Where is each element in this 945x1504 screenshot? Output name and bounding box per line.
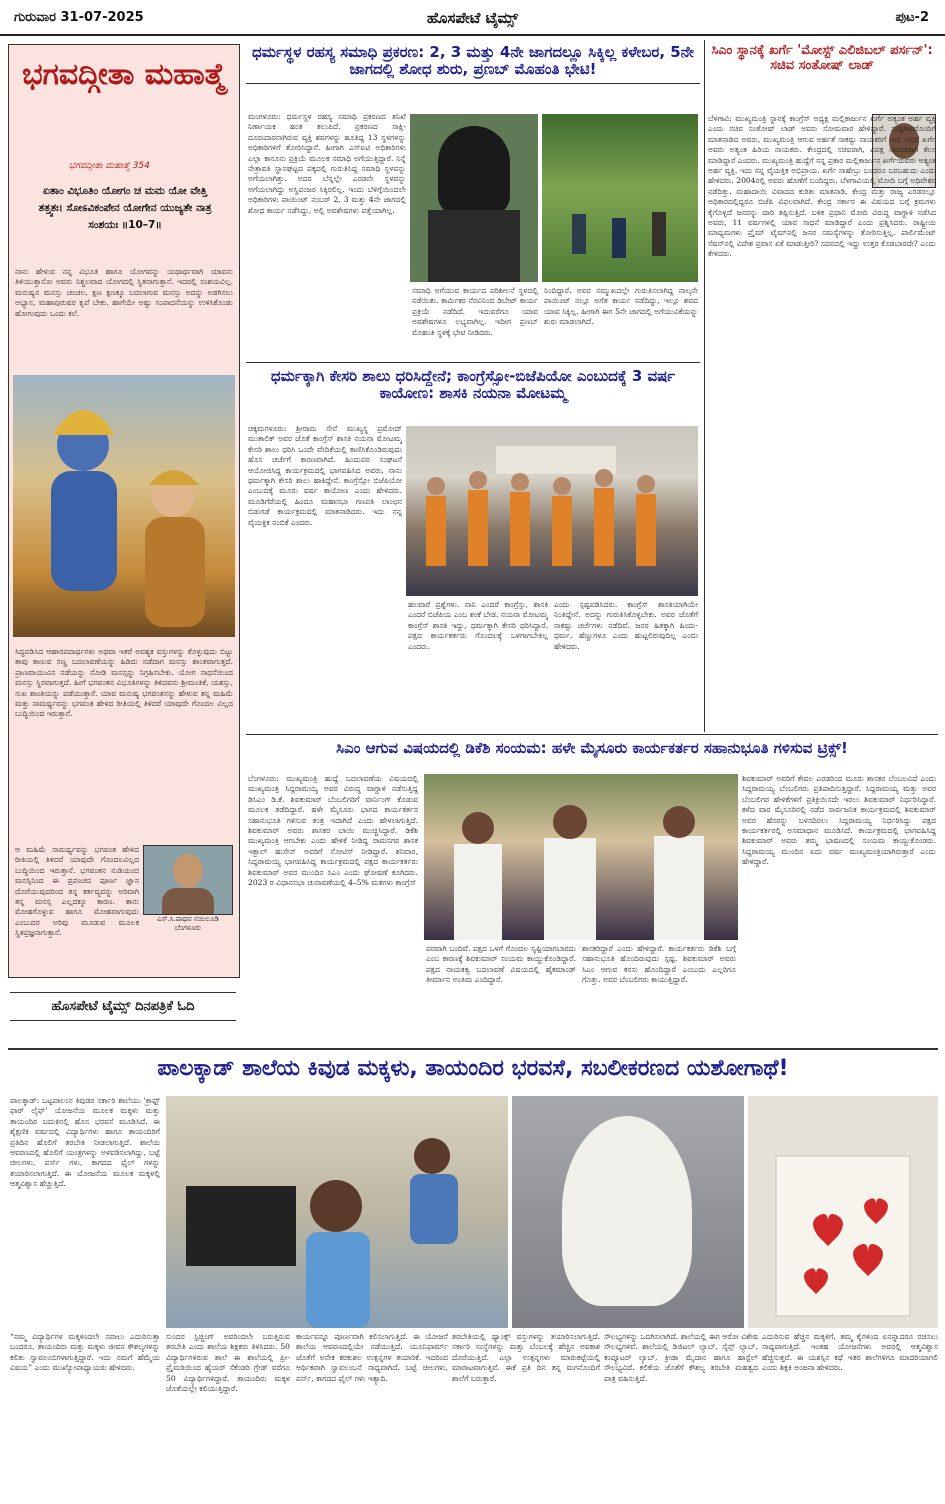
- column-rule: [704, 40, 705, 732]
- hearts-svg: [748, 1096, 938, 1328]
- gita-body-2: ಸಿದ್ಧಪಡಿಸಿದ ಆಹಾರಪದಾರ್ಥಗಳು ಅಥವಾ ಇತರೆ ಅವಶ್ಯಕ ವಸ್ತುಗಳನ್ನು ಕೊಳ್ಳುವುದು ಬಿಟ್ಟು ತಾವು ಕಾಣುವ ಸಣ್ಣ ಬದಲಾವಣೆಯನ್ನು ಹಿಡಿದು ನಡೆದಾಗ ಮನಸ್ಸು ಶಾಂತವಾಗುತ್ತದೆ. ಪ್ರಾಣವಾಯುವಿನ ನಡೆಯನ್ನು ನೋಡಿ ಮನಸ್ಸನ್ನು ನಿಗ್ರಹಿಸಬೇಕು. ಯೋಗ ಸಾಧನೆಯಿಂದ ಮನಸ್ಸು ಸ್ಥಿರವಾಗುತ್ತದೆ. ಹೀಗೆ ಭಗವಂತನ ವಿಭೂತಿಗಳನ್ನು ತಿಳಿದವನು ಶ್ರೀಮಂತಿಕೆ, ಯಶಸ್ಸು, ಸುಖ ಶಾಂತಿಯನ್ನು ಪಡೆಯುತ್ತಾನೆ. ಯಾವ ಮನುಷ್ಯ ಭಗವಂತನನ್ನು ಹೇಳುವ ತನ್ನ ಮಹಿಮೆ ಮತ್ತು ಸಾಮರ್ಥ್ಯವನ್ನು ಭಗವಂತ ಹೇಳಿದ ರೀತಿಯಲ್ಲಿ ತಿಳಿದರೆ ಯಾವುದೇ ಗೊಂದಲ ವಿಲ್ಲದ ಬುದ್ಧಿಯಿಂದ ಇರುತ್ತಾನೆ.: [15, 647, 233, 719]
- krishna-arjuna-illustration: [13, 375, 235, 637]
- story5-col-2: ಸುಂದರ ಸ್ಟಿಚ್ಚಿಂಗ್ ಅವರಿಂದಲೇ ಬರುತ್ತಿರುವ ತರಬೇತಿ ಎಂದು ಶಾಲೆಯ ಶಿಕ್ಷಕರು ತಿಳಿಸಿದರು. 50 ವಿದ್ಯಾರ್ಥಿಗಳಿರುವ ಶಾಲೆ ಈ ಶಾಲೆಯಲ್ಲಿ ಪ್ರೀ-ಪ್ರೈಮರಿಯಿಂದ ಹೈಯರ್ ಸೆಕೆಂಡರಿ ಗ್ರೇಡ್ ವರೆಗೂ 50 ವಿದ್ಯಾರ್ಥಿಗಳಿದ್ದಾರೆ. ತಾಯಂದಿರು ಮಕ್ಕಳ ಜೊತೆಯಲ್ಲೇ ಕಲಿಯುತ್ತಿದ್ದಾರೆ.: [166, 1332, 290, 1394]
- story5-headline: ಪಾಲಕ್ಕಾಡ್ ಶಾಲೆಯ ಕಿವುಡ ಮಕ್ಕಳು, ತಾಯಂದಿರ ಭರವಸೆ, ಸಬಲೀಕರಣದ ಯಶೋಗಾಥೆ!: [157, 1056, 789, 1081]
- story1-body-bottom-a: ಸಮಾಧಿ ಅಗೆಯುವ ಕಾರ್ಯದ ಪರಿಶೀಲನೆ ಸ್ಥಳದಲ್ಲಿ ನಡೆಯಿತು. ಕಾರ್ಮಿಕರ ನೆರವಿನಿಂದ ಡಿಬೇಟ್ ಕಾರ್ಯ ಪ್ರಕ್ರಿಯೆ ನಡೆದಿದೆ. ಇದುವರೆಗೂ ಯಾವ ಅವಶೇಷಗಳೂ ಲಭ್ಯವಾಗಿಲ್ಲ. ಇದೀಗ ಪ್ರಣಬ್ ಮೊಹಂತಿ ಸ್ಥಳಕ್ಕೆ ಭೇಟಿ ನೀಡಿದರು.: [412, 286, 538, 337]
- story5-photo-sewing: [166, 1096, 508, 1328]
- story1-photo-forest: [542, 114, 698, 282]
- page-number: ಪುಟ-2: [895, 10, 929, 25]
- story4-photo-svg: [424, 774, 738, 940]
- story3-headline: ಸಿಎಂ ಸ್ಥಾನಕ್ಕೆ ಖರ್ಗೆ 'ಮೋಸ್ಟ್ ಎಲಿಜಿಬಲ್ ಪರ್ಸನ್': ಸಚಿವ ಸಂತೋಷ್ ಲಾಡ್: [711, 43, 933, 73]
- promo-banner: ಹೊಸಪೇಟೆ ಟೈಮ್ಸ್ ದಿನಪತ್ರಿಕೆ ಓದಿ: [10, 992, 236, 1021]
- story2-body-left: ಚಿಕ್ಕಮಗಳೂರು: ಶ್ರೀರಾಮ ಸೇನೆ ಮುಖ್ಯಸ್ಥ ಪ್ರಮೋದ್ ಮುತಾಲಿಕ್ ಅವರ ಜೊತೆ ಕಾಂಗ್ರೆಸ್ ಶಾಸಕಿ ನಯನಾ ಮೋಟಮ್ಮ ಕೇಸರಿ ಶಾಲು ಧರಿಸಿ ಒಂದೇ ವೇದಿಕೆಯಲ್ಲಿ ಕಾಣಿಸಿಕೊಂಡಿರುವುದು ಹೊಸ ಚರ್ಚೆಗೆ ಕಾರಣವಾಗಿದೆ. ಹಿಂದುಪರ ಸಂಘಟನೆ ಆಯೋಜಿಸಿದ್ದ ಕಾರ್ಯಕ್ರಮದಲ್ಲಿ ಭಾಗವಹಿಸಿದ ಅವರು, ನಾನು ಧರ್ಮಕ್ಕಾಗಿ ಕೇಸರಿ ಶಾಲು ಹಾಕಿದ್ದೇನೆ. ಕಾಂಗ್ರೆಸ್ಸೋ ಬಿಜೆಪಿಯೋ ಎಂಬುದಕ್ಕೆ ಮೂರು ವರ್ಷ ಕಾಯೋಣ ಎಂದು ಹೇಳಿದರು. ಮೂಡಿಗೆರೆಯಲ್ಲಿ ಹಿಂದೂ ಮಹಾಸಭಾ ಗಣಪತಿ ಲಾಂಛನ ಬಿಡುಗಡೆ ಕಾರ್ಯಕ್ರಮದಲ್ಲಿ ಮಾತನಾಡಿದರು. ಇದು ನನ್ನ ವೈಯಕ್ತಿಕ ನಂಬಿಕೆ ಎಂದರು.: [248, 424, 402, 527]
- story5-photo-bag: [512, 1096, 744, 1328]
- issue-date: ಗುರುವಾರ 31-07-2025: [14, 10, 144, 25]
- newspaper-title: ಹೊಸಪೇಟೆ ಟೈಮ್ಸ್: [426, 9, 519, 27]
- author-photo: [143, 845, 233, 915]
- story1-headline: ಧರ್ಮಸ್ಥಳ ರಹಸ್ಯ ಸಮಾಧಿ ಪ್ರಕರಣ: 2, 3 ಮತ್ತು 4ನೇ ಜಾಗದಲ್ಲೂ ಸಿಕ್ಕಿಲ್ಲ ಕಳೇಬರ, 5ನೇ ಜಾಗದಲ್ಲಿ ಶೋಧ ಶುರು, ಪ್ರಣಬ್ ಮೊಹಂತಿ ಭೇಟಿ!: [246, 44, 700, 84]
- story2-body-bottom-b: ಎಂದು ಸ್ಪಷ್ಟಪಡಿಸಿದರು. ಕಾಂಗ್ರೆಸ್ ಶಾಸಕಿಯಾಗಿಯೇ ನಿಂತಿದ್ದೇನೆ. ಅದನ್ನು ಗುರುತಿಸಿಕೊಳ್ಳಬೇಕು. ಅವರ ಜೊತೆಗೆ ಸಾಕಷ್ಟು ಚರ್ಚೆಗಳು ನಡೆದಿವೆ. ಜನರ ಹಿತಕ್ಕಾಗಿ ಹಿಂದು-ಧರ್ಮ, ಹೆಣ್ಣುಗಳೂ ಎಂದು ಹುಟ್ಟಲಿರುವುದಿಲ್ಲ ಎಂದು ಹೇಳಿದರು.: [554, 600, 698, 651]
- gita-column: [8, 44, 240, 978]
- story3-body: ಬೆಳಗಾವಿ: ಮುಖ್ಯಮಂತ್ರಿ ಸ್ಥಾನಕ್ಕೆ ಕಾಂಗ್ರೆಸ್ ಅಧ್ಯಕ್ಷ ಮಲ್ಲಿಕಾರ್ಜುನ ಖರ್ಗೆ ಅತ್ಯಂತ ಅರ್ಹ ವ್ಯಕ್ತಿ ಎಂದು ಸಚಿವ ಸಂತೋಷ್ ಲಾಡ್ ಅವರು ಸೋಮವಾರ ಹೇಳಿದ್ದಾರೆ. ಸುದ್ದಿಗಾರರೊಂದಿಗೆ ಮಾತನಾಡಿದ ಅವರು, ಮುಖ್ಯಮಂತ್ರಿ ಆಗುವ ಅರ್ಹತೆ ಸಾಕಷ್ಟು ನಾಯಕರಿಗೆ ಇದೆ. ಆದರೆ ಖರ್ಗೆ ಅವರು ಅತ್ಯಂತ ಹಿರಿಯ ನಾಯಕರು. ಕೇಂದ್ರದಲ್ಲಿ ಸಚಿವರಾಗಿ, ವಿಪಕ್ಷ ನಾಯಕರಾಗಿ ಕೆಲಸ ಮಾಡಿದ್ದಾರೆ ಎಂದರು. ಮುಖ್ಯಮಂತ್ರಿ ಹುದ್ದೆಗೆ ನನ್ನ ಪ್ರಕಾರ ಮಲ್ಲಿಕಾರ್ಜುನ ಖರ್ಗೆಯವರು ಅತ್ಯಂತ ಅರ್ಹ ವ್ಯಕ್ತಿ. ಇದು ನನ್ನ ವೈಯಕ್ತಿಕ ಅಭಿಪ್ರಾಯ. ಖರ್ಗೆ ಸಾಹೇಬ್ರು ಬಂದರೂ ಬರಬಹುದು ಎಂದು ಹೇಳಿದರು. 2004ರಲ್ಲಿ ಅವರು ಹೊಣೆಗೆ ಬಂದಿದ್ದರು. ಬೆಳಗಾವಿಯಲ್ಲಿ ಮೋದಿ ಬಗ್ಗೆ ಅಧಿವೇಶನ ನಡೆದಿತ್ತು. ಮಹಾದಾಯಿ ವಿವಾದದ ಕುರಿತು ಮಾತನಾಡಿ, ಕೇಂದ್ರ ಮತ್ತು ರಾಜ್ಯ ಎರಡರಲ್ಲೂ ಅಧಿಕಾರದಲ್ಲಿದ್ದರೂ ಬಿಜೆಪಿ ವಿಫಲವಾಗಿದೆ. ಕೇಂದ್ರ ಸರ್ಕಾರ ಈ ವಿಷಯದ ಬಗ್ಗೆ ಕ್ರಮಗಳು ಕೈಗೊಳ್ಳದೆ ಜನರನ್ನು ದಾರಿ ತಪ್ಪಿಸುತ್ತಿದೆ. ಬಳಿಕ ಪ್ರಧಾನಿ ಮೋದಿ ವಿರುದ್ಧ ವಾಗ್ದಾಳಿ ನಡೆಸಿದ ಅವರು, 11 ವರ್ಷಗಳಲ್ಲಿ ಯಾವ ಸಾಧನೆ ಮಾಡಿದ್ದಾರೆ ಎಂದು ಪ್ರಶ್ನಿಸಿದರು. ರಾಷ್ಟ್ರೀಯ ಮಾಧ್ಯಮಗಳು ಪ್ರೈಮ್ ಟೈಮ್‌ನಲ್ಲಿ ಜನರ ಸಮಸ್ಯೆಗಳನ್ನು ತೋರಿಸುತ್ತಿಲ್ಲ. ಪಾರ್ಲಿಮೆಂಟ್ ಸೆಷನ್‌ನಲ್ಲಿ ವಿದೇಶ ಪ್ರವಾಸ ಏಕೆ ಮಾಡುತ್ತೀರಿ? ಸದನದಲ್ಲಿ ಇದ್ದು ಉತ್ತರ ಕೊಡಬಾರದೇ? ಎಂದು ಕೇಳಿದರು.: [708, 114, 936, 259]
- story5-col-4: ತರಬೇತಿಯಲ್ಲಿ ಥ್ಯಾಂಕ್ಸ್ ವಸ್ತುಗಳನ್ನು ತಯಾರಿಸಲಾಗುತ್ತಿದೆ. ಸರ್ಕಾರಿ ಸಂಸ್ಥೆಗಳನ್ನು ಮತ್ತು ಬೆಂಬಲಕ್ಕೆ ಹೆಚ್ಚಿನ ಅವಕಾಶ ದೊರೆಯುತ್ತಿದೆ. ಎಲ್ಲಾ ಉತ್ಪನ್ನಗಳು ಮಾರುಕಟ್ಟೆಯಲ್ಲಿ ಮಾರಾಟವಾಗುತ್ತಿವೆ. ಈಕೆ ಪ್ರತಿ ದಿನ ತನ್ನ ಮಗನೊಂದಿಗೆ ಶಾಲೆಗೆ ಬರುತ್ತಾರೆ.: [452, 1332, 600, 1383]
- story5-quote: “ನಮ್ಮ ವಿದ್ಯಾರ್ಥಿಗಳ ಮಕ್ಕಳಿಂದಲೇ ಸವಾಲು ಎದುರಿಸುತ್ತಾ ಬಂದರೂ, ತಾಯಂದಿರು ಮತ್ತು ಮಕ್ಕಳು ಜೀವನ ಕೌಶಲ್ಯಗಳನ್ನು ಕಲಿತು ಸ್ವಾವಲಂಬಿಗಳಾಗುತ್ತಿದ್ದಾರೆ. ಇದು ನಮಗೆ ಹೆಮ್ಮೆಯ ವಿಷಯ” ಎಂದು ಮುಖ್ಯೋಪಾಧ್ಯಾಯರು ಹೇಳಿದರು.: [10, 1332, 160, 1373]
- story5-body-left: ಪಾಲಕ್ಕಾಡ್: ಒಟ್ಟಪಾಲಂನ ಕಿವುಡರ ಸರ್ಕಾರಿ ಶಾಲೆಯು 'ಕ್ರಾಫ್ಟ್ ಫಾರ್ ಲೈಫ್' ಯೋಜನೆಯ ಮೂಲಕ ಮಕ್ಕಳು ಮತ್ತು ತಾಯಂದಿರ ಬದುಕಿನಲ್ಲಿ ಹೊಸ ಭರವಸೆ ಮೂಡಿಸಿದೆ. ಈ ಶೈಕ್ಷಣಿಕ ವರ್ಷದಲ್ಲಿ ವಿದ್ಯಾರ್ಥಿಗಳು ಹಾಗೂ ತಾಯಂದಿರಿಗೆ ಪ್ರತಿದಿನ ಹೊಲಿಗೆ ತರಬೇತಿ ನೀಡಲಾಗುತ್ತಿದೆ. ಶಾಲೆಯ ಆವರಣದಲ್ಲಿ ಹೊಲಿಗೆ ಯಂತ್ರಗಳನ್ನು ಅಳವಡಿಸಲಾಗಿದ್ದು, ಬಟ್ಟೆ ಚೀಲಗಳು, ಪರ್ಸ್ ಗಳು, ಕಾಗದದ ಫೈಲ್ ಗಳನ್ನು ತಯಾರಿಸಲಾಗುತ್ತಿದೆ. ಈ ಯೋಜನೆಯ ಮೂಲಕ ಮಕ್ಕಳಲ್ಲಿ ಆತ್ಮವಿಶ್ವಾಸ ಹೆಚ್ಚುತ್ತಿದೆ.: [10, 1096, 160, 1189]
- divider: [246, 734, 938, 735]
- story1-body-left: ಮಂಗಳೂರು: ಧರ್ಮಸ್ಥಳ ರಹಸ್ಯ ಸಮಾಧಿ ಪ್ರಕರಣದ ತನಿಖೆ ನಿರ್ಣಾಯಕ ಹಂತ ತಲುಪಿದೆ. ಪ್ರಕರಣದ ಸಾಕ್ಷಿ-ದೂರುದಾರನಾಗಿರುವ ವ್ಯಕ್ತಿ ಶವಗಳನ್ನು ಹೂತಿದ್ದ 13 ಸ್ಥಳಗಳನ್ನು ಅಧಿಕಾರಿಗಳಿಗೆ ತೋರಿಸಿದ್ದಾನೆ. ಹೀಗಾಗಿ ಎಸ್ಐಟಿ ಅಧಿಕಾರಿಗಳು ಎಲ್ಲಾ ಕಾನೂನು ಪ್ರಕ್ರಿಯೆ ಮೂಲಕ ಸಮಾಧಿ ಅಗೆಯುತ್ತಿದ್ದಾರೆ. ನಿನ್ನೆ ನೇತ್ರಾವತಿ ಸ್ನಾನಘಟ್ಟದ ಪಕ್ಕದಲ್ಲಿ ಗುರುತಿಸಿದ್ದ ಸಮಾಧಿ ಸ್ಥಳವನ್ನು ಅಗೆಯಲಾಗಿತ್ತು. ಅದರ ಬೆನ್ನಲ್ಲೇ ಎರಡನೇ ಸ್ಥಳವನ್ನು ಅಗೆಯಲಾಗಿದ್ದು ಅಸ್ಥಿಪಂಜರ ಸಿಕ್ಕಿರಲಿಲ್ಲ. ಇಂದು ಬೆಳಿಗ್ಗೆಯಿಂದಲೇ ಅಧಿಕಾರಿಗಳು ಪಾಯಿಂಟ್ ನಂಬರ್ 2, 3 ಮತ್ತು 4ನೇ ಜಾಗದಲ್ಲಿ ಶೋಧ ಕಾರ್ಯ ನಡೆಸಿದ್ದು, ಅಲ್ಲಿ ಅವಶೇಷಗಳು ಪತ್ತೆಯಾಗಿಲ್ಲ.: [248, 112, 406, 215]
- story5-col-3: ಕಾರ್ಯವನ್ನೂ ಪೂರ್ಣವಾಗಿ ಕಲಿಸಲಾಗುತ್ತಿದೆ. ಈ ಯೋಜನೆ ಶಾಲೆಯ ಆವರಣದಲ್ಲಿಯೇ ನಡೆಯುತ್ತಿದೆ. ಯೂನಿಫಾರ್ಮ್ ಜೊತೆಗೆ ಅನೇಕ ಕರಕುಶಲ ಉತ್ಪನ್ನಗಳ ತಯಾರಿಕೆ. ಇದರಿಂದ ಆರ್ಥಿಕವಾಗಿ ಸ್ವಾವಲಂಬನೆ ಸಾಧ್ಯವಾಗಿದೆ. ಬಟ್ಟೆ ಚೀಲಗಳು, ಪರ್ಸ್, ಕಾಗದದ ಫೈಲ್ ಗಳು ಇತ್ಯಾದಿ.: [296, 1332, 448, 1383]
- story4-headline: ಸಿಎಂ ಆಗುವ ವಿಷಯದಲ್ಲಿ ಡಿಕೆಶಿ ಸಂಯಮ: ಹಳೇ ಮೈಸೂರು ಕಾರ್ಯಕರ್ತರ ಸಹಾನುಭೂತಿ ಗಳಿಸುವ ಟ್ರಿಕ್ಸ್!: [336, 739, 848, 757]
- story4-body-bottom-b: ಶಾಸಕರಿದ್ದಾರೆ ಎಂದು ಹೇಳಿದ್ದಾರೆ. ಕಾರ್ಯಕರ್ತರು ಡಿಕೆಶಿ ಬಗ್ಗೆ ಸಹಾನುಭೂತಿ ಹೊಂದಿರುವುದು ಸ್ಪಷ್ಟ. ಶಿವಕುಮಾರ್ ಅವರು ಸಿಎಂ ಆಗುವ ಕನಸು ಹೊಂದಿದ್ದಾರೆ ಎಂಬುದು ಎಲ್ಲರಿಗೂ ಗೊತ್ತು. ಅವರ ಬೆಂಬಲಿಗರು ಕಾಯುತ್ತಿದ್ದಾರೆ.: [582, 944, 736, 985]
- story2-headline: ಧರ್ಮಕ್ಕಾಗಿ ಕೇಸರಿ ಶಾಲು ಧರಿಸಿದ್ದೇನೆ; ಕಾಂಗ್ರೆಸ್ಸೋ-ಬಿಜೆಪಿಯೋ ಎಂಬುದಕ್ಕೆ 3 ವರ್ಷ ಕಾಯೋಣ: ಶಾಸಕಿ ನಯನಾ ಮೋಟಮ್ಮ: [270, 367, 676, 403]
- story4-photo: [424, 774, 738, 940]
- story1-body-bottom-b: ನಿಂದಿದ್ದಾರೆ. ಅವರ ಸಮ್ಮುಖದಲ್ಲೇ ಗುರುತಿಸಲಾಗಿದ್ದ ನಾಲ್ಕನೇ ಪಾಯಿಂಟ್ ನಲ್ಲೂ ಅಗೆತ ಕಾರ್ಯ ನಡೆದಿದ್ದು, ಇಲ್ಲೂ ಶವದ ಯಾವ ಸಿಕ್ಕಿಲ್ಲ. ಹೀಗಾಗಿ ಈಗ 5ನೇ ಜಾಗದಲ್ಲಿ ಅಗೆಯುವಿಕೆಯನ್ನು ಶುರು ಮಾಡಲಾಗಿದೆ.: [544, 286, 698, 327]
- story2-photo: [406, 426, 698, 596]
- story5-photo-heart-bag: [748, 1096, 938, 1328]
- story4-body-left: ಬೆಂಗಳೂರು: ಮುಖ್ಯಮಂತ್ರಿ ಹುದ್ದೆ ಬದಲಾವಣೆಯ ವಿಷಯದಲ್ಲಿ ಮುಖ್ಯಮಂತ್ರಿ ಸಿದ್ದರಾಮಯ್ಯ ಅವರ ವಿರುದ್ಧ ವಾಗ್ದಾಳಿ ನಡೆಸುತ್ತಿದ್ದ ಡಿಸಿಎಂ ಡಿ.ಕೆ. ಶಿವಕುಮಾರ್ ಬೆಂಬಲಿಗರಿಗೆ ವಾರ್ನಿಂಗ್ ಕೊಡುವ ಮೂಲಕ ತಡೆದಿದ್ದಾರೆ. ಹಳೇ ಮೈಸೂರು ಭಾಗದ ಕಾರ್ಯಕರ್ತರ ಸಹಾನುಭೂತಿ ಗಳಿಸುವ ತಂತ್ರ ಇದಾಗಿದೆ ಎಂದು ಹೇಳಲಾಗುತ್ತಿದೆ. ಶಿವಕುಮಾರ್ ಅವರು ಶಾಸಕರ ಬಾಯಿ ಮುಚ್ಚಿಸಿದ್ದಾರೆ. ಡಿಕೆಶಿ ಮುಖ್ಯಮಂತ್ರಿ ಆಗಬೇಕು ಎಂದು ಹೇಳಿಕೆ ನೀಡಿದ್ದ ರಾಮನಗರ ಶಾಸಕ ಇಕ್ಬಾಲ್ ಹುಸೇನ್ ಅವರಿಗೆ ನೋಟಿಸ್ ನೀಡಿದ್ದಾರೆ. ಶನಿವಾರ, ಸಿದ್ದರಾಮಯ್ಯ ಭಾಗವಹಿಸಿದ್ದ ಕಾರ್ಯಕ್ರಮದಲ್ಲಿ ಪಕ್ಷದ ಕಾರ್ಯಕರ್ತರು ಶಿವಕುಮಾರ್ ಅವರ ಮುಂದಿನ ಸಿಎಂ ಎಂದು ಘೋಷಣೆ ಕೂಗಿದರು. 2023 ರ ವಿಧಾನಸಭಾ ಚುನಾವಣೆಯಲ್ಲಿ 4–5% ಮತಗಳು ಕಾಂಗ್ರೆಸ್: [248, 774, 418, 888]
- story5-photo-svg: [166, 1096, 508, 1328]
- illustration-svg: [13, 375, 235, 637]
- story4-body-bottom-a: ಪರವಾಗಿ ಬಂದಿವೆ. ಪಕ್ಷದ ಒಳಗೆ ಗೊಂದಲ ಸೃಷ್ಟಿಯಾಗಬಾರದು ಎಂಬ ಕಾರಣಕ್ಕೆ ಶಿವಕುಮಾರ್ ಸಂಯಮ ಕಾಯ್ದುಕೊಂಡಿದ್ದಾರೆ. ಪಕ್ಷದ ನಾಯಕತ್ವ ಬದಲಾವಣೆ ವಿಷಯದಲ್ಲಿ ಹೈಕಮಾಂಡ್ ತೀರ್ಮಾನ ಅಂತಿಮ ಎಂದಿದ್ದಾರೆ.: [426, 944, 576, 985]
- story5-col-5: ಸೌಲಭ್ಯಗಳನ್ನು ಒದಗಿಸಲಾಗಿದೆ. ಶಾಲೆಯಲ್ಲಿ ಈಗ ಆರೋ ವಿಶೇಷ ಸೌಲಭ್ಯಗಳಿವೆ. ಶಾಲೆಯಲ್ಲಿ ಡಿಜಿಟಲ್ ಲ್ಯಾಬ್, ಸೈನ್ಸ್ ಲ್ಯಾಬ್, ಕಂಪ್ಯೂಟರ್ ಲ್ಯಾಬ್, ಕ್ರೀಡಾ ಮೈದಾನ ಹಾಗೂ ಹಾಸ್ಟೆಲ್ ಸೌಲಭ್ಯವಿದೆ. ಕಲಿಕೆಯ ಜೊತೆಗೆ ಕೌಶಲ್ಯ ತರಬೇತಿ ಮಹತ್ವದ ಪಾತ್ರ ವಹಿಸುತ್ತಿದೆ.: [604, 1332, 758, 1383]
- story2-body-bottom-a: ಹಲವಾರೆ ಪ್ರಶ್ನೆಗಳು. ನಾನಿ ಎಂದರೆ ಕಾಂಗ್ರೆಸ್ಸು, ಶಾಸಕಿ ಎಂದರೆ ಬಿಜೆಪಿಯ ಎಂಬ ಶಂಕೆ ಬೇಡ. ನಯನಾ ಮೋಟಮ್ಮ ಕಾಂಗ್ರೆಸ್ ಶಾಸಕಿ ಇದ್ದು, ಧರ್ಮಕ್ಕಾಗಿ ಕೇಸರಿ ಧರಿಸಿದ್ದಾರೆ. ಪಕ್ಷದ ಕಾರ್ಯಕರ್ತರು ಗೊಂದಲಕ್ಕೆ ಒಳಗಾಗಬೇಕಿಲ್ಲ ಎಂದರು.: [408, 600, 548, 651]
- divider: [246, 362, 700, 363]
- story2-photo-svg: [406, 426, 698, 596]
- author-caption: ಎಸ್.ಸಿ.ಪಾಥವ ನಯಿಲೂಡಿ ಬೆಂಗಳೂರು: [157, 915, 219, 932]
- story1-photo-mask: [410, 114, 538, 282]
- gita-shloka: ಏತಾಂ ವಿಭೂತಿಂ ಯೋಗಂ ಚ ಮಮ ಯೋ ವೇತ್ತಿ ತತ್ತ್ವತಃ। ಸೋಽವಿಕಂಪೇನ ಯೋಗೇನ ಯುಜ್ಯತೇ ನಾತ್ರ ಸಂಶಯಃ ॥10–7॥: [38, 185, 212, 231]
- gita-subtitle: ಭಗವದ್ಗೀತಾ ಮಹಾತ್ಮೆ 354: [69, 161, 150, 171]
- divider: [8, 1048, 938, 1050]
- story5-col-6: ಎದುರಿಸುವ ಹೆಚ್ಚಿನ ಮಕ್ಕಳಿಗೆ, ತಮ್ಮ ಕೈಗಳಿಂದ ಏನನ್ನಾದರೂ ರಚಿಸಲು ಸಾಧ್ಯವಾಗುತ್ತಿದೆ. ಇಂತಹ ಯೋಜನೆಗಳು ಅವರಲ್ಲಿ ಆತ್ಮವಿಶ್ವಾಸ ಹೆಚ್ಚಿಸುತ್ತವೆ. ಈ ಯಶಸ್ಸಿನ ಕಥೆ ಇತರ ಶಾಲೆಗಳಿಗೂ ಮಾದರಿಯಾಗಲಿ ಎಂದು ಶಿಕ್ಷಕಿ ಅಂಜನಾ ಹೇಳಿದರು.: [762, 1332, 938, 1373]
- gita-body-1: ನಾನು ಹೇಳುವ ನನ್ನ ವಿಭೂತಿ ಹಾಗೂ ಯೋಗವನ್ನು ಯಥಾರ್ಥವಾಗಿ ಯಾವನು ತಿಳಿಯುತ್ತಾನೋ ಅವನು ನಿಶ್ಚಲವಾದ ಯೋಗದಲ್ಲಿ ಸ್ಥಿತನಾಗುತ್ತಾನೆ. ಇದರಲ್ಲಿ ಸಂಶಯವಿಲ್ಲ. ಮನುಷ್ಯನ ಮನಸ್ಸು ಚಂಚಲ, ಕ್ಷಣ ಕ್ಷಣಕ್ಕೂ ಬದಲಾಗುವ ಮನಸ್ಸು ಅದನ್ನು ಅಡಗಿಸಲು ಅಭ್ಯಾಸ, ಮಹಾಪುರುಷರ ಕೃಪೆ ಬೇಕು. ಹಾಗೆಯೇ ಅಷ್ಟು ಸಂಪಾದನೆಯನ್ನು ಉಳಿಸಿಕೊಂಡು ಹೋಗುವುದು ಒಂದು ಕಲೆ.: [15, 267, 233, 318]
- gita-body-3: ಆ ಮಹಿಮೆ ಸಾಮರ್ಥ್ಯವನ್ನು ಭಗವಂತ ಹೇಳಿದ ರೀತಿಯಲ್ಲಿ ತಿಳಿದರೆ ಯಾವುದೇ ಗೊಂದಲವಿಲ್ಲದ ಬುದ್ಧಿಯಿಂದ ಇರುತ್ತಾನೆ. ಭಗವಂತನ ನುಡಿಯಂದ ಮನಸ್ಸಿನಿಂದ ಈ ಪ್ರಪಂಚದ ಪೂರ್ಣ ಜ್ಞಾನ ದೊರೆಯುವುದರಿಂದ ತನ್ನ ಕರ್ತವ್ಯವನ್ನು ಅರಿವಾಗಿ ತನ್ನ ಮನಸ್ಸ ಎಲ್ಲದಕ್ಕೂ ಕಾರಣ. ತಾನು ಮೋಹಗೊಳ್ಳುವ ಹಾಗೂ ಮೋಹವಾಗುವುದು ಎಂಬುದರ ಅರಿವು ಮೂಡುವ ಮೂಲಕ ಸ್ಥಿತಪ್ರಜ್ಞನಾಗುತ್ತಾನೆ.: [15, 845, 139, 938]
- gita-title: ಭಗವದ್ಗೀತಾ ಮಹಾತ್ಮೆ: [22, 57, 226, 92]
- story4-body-right: ಶಿವಕುಮಾರ್ ಅವರಿಗೆ ಕೇವಲ ಎರಡರಿಂದ ಮೂರು ಶಾಸಕರ ಬೆಂಬಲವಿದೆ ಎಂದು ಸಿದ್ದರಾಮಯ್ಯ ಬೆಂಬಲಿಗರು ಪ್ರತಿಪಾದಿಸುತ್ತಿದ್ದಾರೆ. ಸಿದ್ದರಾಮಯ್ಯ ಮತ್ತು ಅವರ ಬೆಂಬಲಿಗರ ಹೇಳಿಕೆಗಳಿಗೆ ಪ್ರತಿಕ್ರಿಯಿಸದೇ ಇರಲು ಶಿವಕುಮಾರ್ ನಿರ್ಧರಿಸಿದ್ದಾರೆ. ಕಳೆದ ವಾರ ಮೈಸೂರಿನಲ್ಲಿ ನಡೆದ ಸಾರ್ವಜನಿಕ ಕಾರ್ಯಕ್ರಮದಲ್ಲಿ ಶಿವಕುಮಾರ್ ಅವರ ಹೆಸರನ್ನು ಬಳಸದಿರಲು ಸಿದ್ದರಾಮಯ್ಯ ನಿರ್ಧರಿಸಿದ್ದು ಪಕ್ಷದ ಕಾರ್ಯಕರ್ತರಲ್ಲಿ ಅಸಮಾಧಾನ ಮೂಡಿಸಿದೆ. ಕಾರ್ಯಕ್ರಮದಲ್ಲಿ ಭಾಗವಹಿಸಿದ್ದ ಶಿವಕುಮಾರ್ ಅವರು ತಮ್ಮ ಭಾಷಣದಲ್ಲಿ ಸಂಯಮ ಕಾಯ್ದುಕೊಂಡರು. ಸಿದ್ದರಾಮಯ್ಯ ಮುಂದಿನ ಐದು ವರ್ಷ ಮುಖ್ಯಮಂತ್ರಿಯಾಗಿರುತ್ತಾರೆ ಎಂದು ಹೇಳಿದ್ದಾರೆ.: [742, 774, 936, 867]
